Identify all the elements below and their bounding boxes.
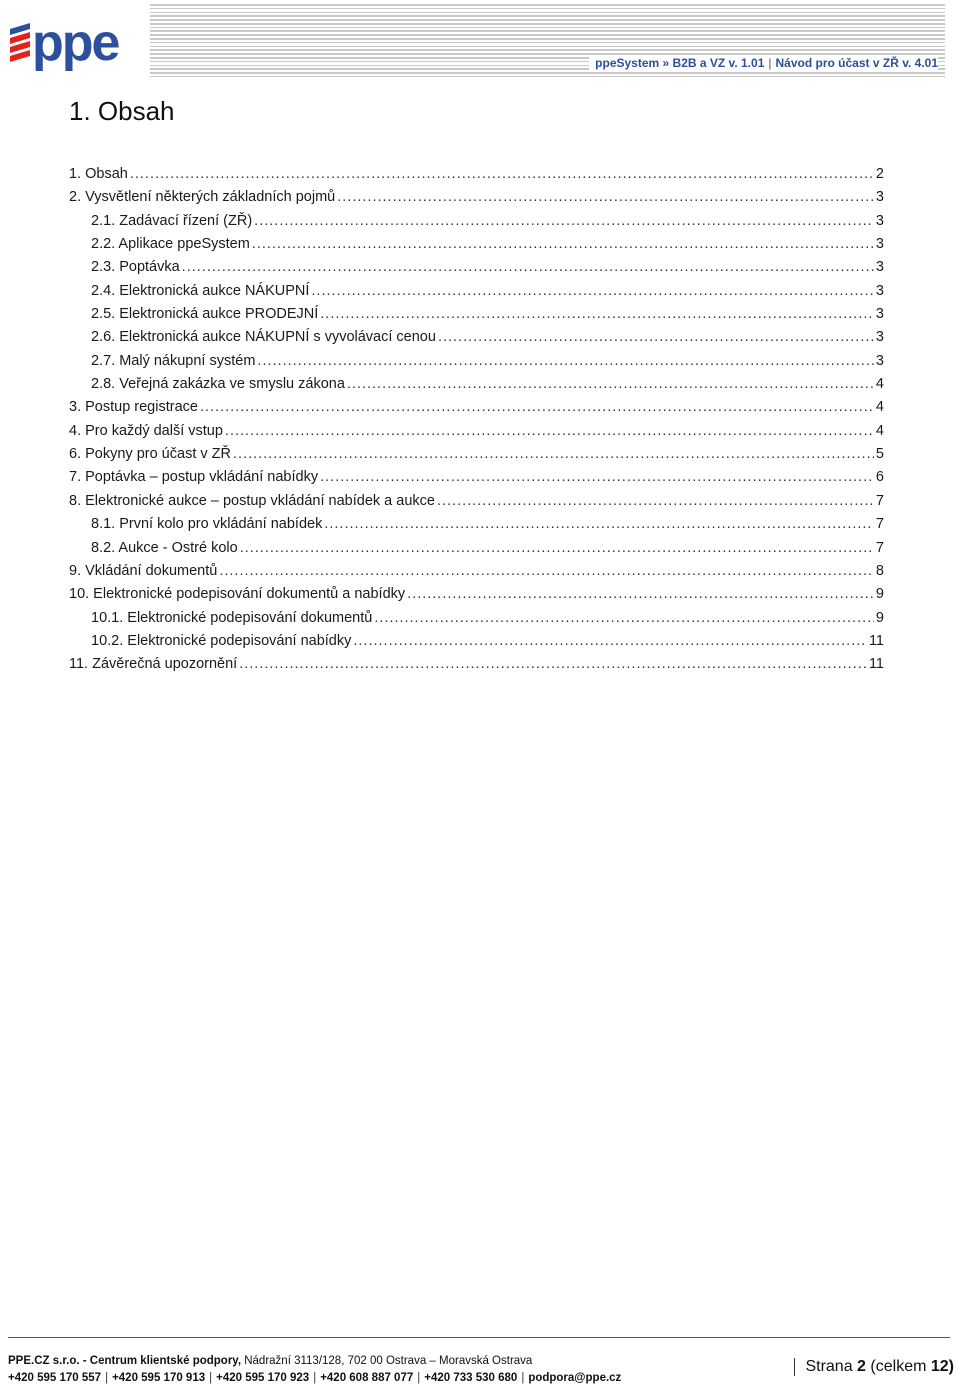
toc-leader-dots [437, 493, 874, 509]
toc-entry[interactable] [69, 236, 884, 259]
toc-entry-page: 3 [875, 282, 884, 299]
toc-entry-label: 3. Postup registrace [69, 399, 198, 416]
toc-entry-label: 2.1. Zadávací řízení (ZŘ) [91, 212, 253, 229]
toc-leader-dots [200, 399, 874, 415]
toc-entry-label: 2.8. Veřejná zakázka ve smyslu zákona [91, 376, 345, 393]
toc-entry[interactable] [69, 189, 884, 212]
toc-leader-dots [252, 236, 874, 252]
footer-phone-1: +420 595 170 557 [8, 1372, 102, 1384]
toc-entry-page: 3 [875, 212, 884, 229]
toc-entry-label: 1. Obsah [69, 166, 128, 182]
page-title: 1. Obsah [69, 96, 175, 126]
footer-address-line [8, 1353, 621, 1370]
toc-entry-label: 8. Elektronické aukce – postup vkládání nabídek a aukce [69, 492, 435, 509]
footer-phone-2: +420 595 170 913 [112, 1372, 206, 1384]
footer-contacts-line: +420 595 170 557 | +420 595 170 913 | +420 595 170 923 | +420 608 887 077 | +420 733 530 680 | podpora@ppe.cz [8, 1372, 622, 1384]
toc-entry[interactable] [69, 540, 884, 563]
toc-entry-page: 7 [875, 516, 884, 533]
toc-leader-dots [225, 423, 874, 439]
toc-entry-page: 4 [875, 376, 884, 393]
toc-leader-dots [257, 353, 874, 369]
toc-entry-page: 2 [875, 166, 884, 182]
toc-entry-page: 5 [875, 446, 884, 463]
toc-entry-label: 6. Pokyny pro účast v ZŘ [69, 446, 231, 463]
toc-entry-page: 3 [875, 352, 884, 369]
toc-entry-label: 7. Poptávka – postup vkládání nabídky [69, 469, 319, 486]
toc-entry[interactable] [69, 493, 884, 516]
toc-entry-page: 7 [875, 492, 884, 509]
toc-entry-label: 2.7. Malý nákupní systém [91, 352, 256, 369]
header-stripes [150, 4, 945, 82]
toc-leader-dots [353, 633, 867, 649]
toc-entry[interactable] [69, 399, 884, 422]
toc-entry-label: 2.2. Aplikace ppeSystem [91, 236, 250, 253]
footer-divider [8, 1337, 950, 1338]
toc-entry-page: 6 [875, 469, 884, 486]
page-total-label: (celkem [870, 1358, 927, 1375]
toc-entry-label: 9. Vkládání dokumentů [69, 562, 218, 579]
toc-entry[interactable] [69, 446, 884, 469]
toc-entry[interactable] [69, 563, 884, 586]
toc-entry[interactable] [69, 329, 884, 352]
page-current: 2 [857, 1358, 866, 1375]
toc-leader-dots [320, 306, 874, 322]
toc-leader-dots [337, 189, 874, 205]
toc-entry[interactable] [69, 306, 884, 329]
footer-email: podpora@ppe.cz [528, 1372, 622, 1384]
toc-entry-page: 3 [875, 259, 884, 276]
toc-entry-page: 11 [868, 656, 884, 673]
toc-leader-dots [438, 329, 874, 345]
toc-entry-page: 4 [875, 399, 884, 416]
toc-entry[interactable] [69, 376, 884, 399]
toc-entry-label: 2.6. Elektronická aukce NÁKUPNÍ s vyvolávací cenou [91, 329, 436, 346]
toc-entry-page: 3 [875, 236, 884, 253]
toc-entry-label: 11. Závěrečná upozornění [69, 656, 238, 673]
toc-leader-dots [374, 610, 874, 626]
ppe-logo [8, 18, 142, 76]
toc-leader-dots [347, 376, 874, 392]
toc-entry[interactable] [69, 516, 884, 539]
toc-entry-label: 2.3. Poptávka [91, 259, 180, 276]
toc-entry-label: 2. Vysvětlení některých základních pojmů [69, 189, 336, 206]
breadcrumb-separator: | [768, 56, 772, 70]
toc-leader-dots [240, 540, 874, 556]
toc-entry-page: 11 [868, 632, 884, 649]
toc-entry-page: 9 [875, 586, 884, 603]
toc-entry[interactable] [69, 633, 884, 656]
logo-wordmark: ppe [32, 18, 119, 72]
toc-entry[interactable] [69, 213, 884, 236]
breadcrumb-document: Návod pro účast v ZŘ v. 4.01 [775, 56, 938, 70]
logo-flag-icon [10, 23, 30, 62]
header-breadcrumb [589, 56, 938, 70]
toc-leader-dots [311, 283, 874, 299]
toc-entry-page: 8 [875, 562, 884, 579]
page-number [794, 1358, 954, 1376]
footer-phone-3: +420 595 170 923 [216, 1372, 310, 1384]
footer-phone-4: +420 608 887 077 [320, 1372, 414, 1384]
toc-leader-dots [130, 166, 874, 182]
toc-entry-label: 8.2. Aukce - Ostré kolo [91, 539, 238, 556]
toc-entry[interactable] [69, 283, 884, 306]
toc-entry-page: 7 [875, 539, 884, 556]
toc-entry[interactable] [69, 423, 884, 446]
toc-entry[interactable] [69, 586, 884, 609]
toc-entry-page: 3 [875, 329, 884, 346]
toc-leader-dots [182, 259, 874, 275]
toc-leader-dots [233, 446, 874, 462]
toc-entry[interactable] [69, 353, 884, 376]
toc-leader-dots [239, 656, 867, 672]
toc-entry-label: 4. Pro každý další vstup [69, 422, 223, 439]
toc-entry[interactable] [69, 469, 884, 492]
toc-entry[interactable] [69, 610, 884, 633]
toc-leader-dots [320, 469, 874, 485]
page-label: Strana [805, 1358, 853, 1375]
toc-entry[interactable] [69, 259, 884, 282]
toc-entry-label: 10.2. Elektronické podepisování nabídky [91, 632, 352, 649]
footer-address: Nádražní 3113/128, 702 00 Ostrava – Moravská Ostrava [244, 1355, 533, 1367]
table-of-contents [69, 166, 884, 680]
page-total: 12) [930, 1358, 954, 1375]
toc-entry-page: 9 [875, 609, 884, 626]
toc-entry-label: 2.4. Elektronická aukce NÁKUPNÍ [91, 282, 310, 299]
footer-phone-5: +420 733 530 680 [424, 1372, 518, 1384]
toc-entry-label: 10. Elektronické podepisování dokumentů a nabídky [69, 586, 406, 603]
toc-entry-page: 3 [875, 306, 884, 323]
toc-entry-label: 2.5. Elektronická aukce PRODEJNÍ [91, 306, 319, 323]
toc-entry[interactable] [69, 656, 884, 679]
toc-entry[interactable] [69, 166, 884, 189]
toc-entry-label: 8.1. První kolo pro vkládání nabídek [91, 516, 323, 533]
toc-entry-page: 3 [875, 189, 884, 206]
breadcrumb-app: ppeSystem » B2B a VZ v. 1.01 [595, 56, 765, 70]
toc-leader-dots [254, 213, 874, 229]
footer-contact [8, 1353, 621, 1387]
toc-entry-page: 4 [875, 422, 884, 439]
toc-entry-label: 10.1. Elektronické podepisování dokumentů [91, 609, 373, 626]
toc-leader-dots [407, 586, 874, 602]
footer-company: PPE.CZ s.r.o. - Centrum klientské podpory, [8, 1355, 242, 1367]
toc-leader-dots [219, 563, 874, 579]
toc-leader-dots [324, 516, 874, 532]
